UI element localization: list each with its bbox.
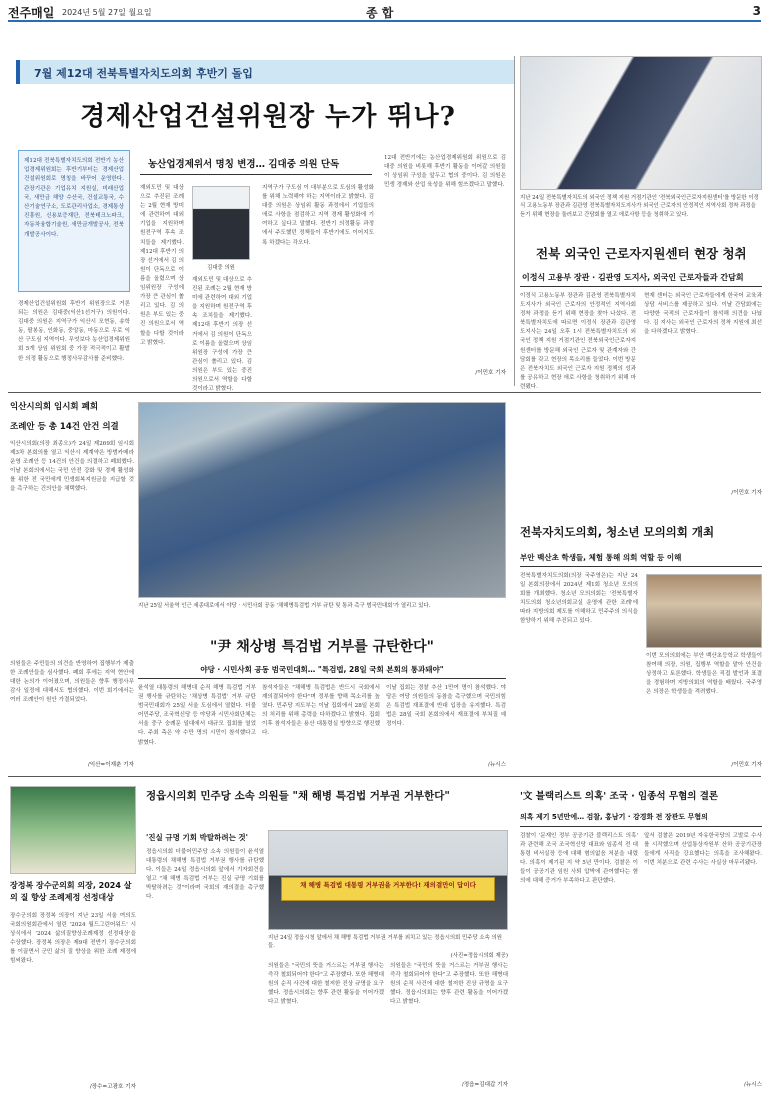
right-top-col2: 현재 센터는 외국인 근로자들에게 한국어 교육과 상담 서비스를 제공하고 있다. 이날 간담회에는 다양한 국적의 근로자들이 참석해 의견을 나눴다. 김 지사는 외국인 근로자의 정착 지원에 최선을 다하겠다고 밝혔다. (644, 293, 762, 336)
feature-kicker-bar (16, 60, 514, 84)
iksan-headline: 조례안 등 총 14건 안건 의결 (10, 422, 119, 432)
feature-subhead: 농산업경제위서 명칭 변경… 김대중 의원 단독 (148, 159, 340, 170)
jeongeup-byline: /정읍=김대갑 기자 (461, 1082, 508, 1088)
blacklist-col1: 검찰이 '문재인 정부 공공기관 블랙리스트 의혹' 과 관련해 조국 조국혁신당 대표와 임종석 전 대통령 비서실장 등에 대해 혐의없음 처분을 내렸다. 의혹이 제기된 지 약 5년 만이다. 검찰은 이들이 공공기관 임원 사퇴 압박에 관여했다는 혐의에 대해 증거가 부족하다고 판단했다. (520, 833, 638, 885)
rally-caption: 지난 25일 서울역 인근 세종대로에서 야당 · 시민사회 공동 '채해병특검법 거부 규탄 및 통과 촉구 범국민대회'가 열리고 있다. (138, 603, 431, 609)
feature-byline: /이민호 기자 (475, 370, 506, 376)
feature-col1: 경제산업건설위원회 후반기 위원장으로 거론되는 의원은 김대중(익산1선거구) 의원이다. 김대중 의원은 지역구가 익산시 모현동, 송학동, 팔봉동, 인화동, 중앙동, 마동으로 우로 익산 구도심 지역이다. 무엇보다 농산업경제위원회 5개 상임 위원회 중 가장 적극적이고 활발한 의정 활동으로 행정사무감사를 준비했다. (18, 301, 130, 362)
youth-sub: 부안 백산초 학생들, 체험 통해 의회 역할 등 이해 (520, 553, 682, 562)
newspaper-logo: 전주매일 (8, 6, 55, 20)
masthead (8, 4, 761, 22)
youth-byline: /이민호 기자 (731, 762, 762, 768)
iksan-col: 익산시의회(의장 최종오)가 24일 제269회 임시회 제3차 본회의를 열고 익산시 제계약은 방범카메라 운영 조례안 등 14건의 안건을 의결하고 폐회했다. 이날 본회의에서는 국민 안전 강화 및 경제 활성화를 위한 전 국민에게 민생회복지원금을 지급할 것을 촉구하는 건의안을 채택했다. (10, 441, 134, 493)
portrait-photo (192, 186, 250, 260)
meeting-photo (520, 56, 762, 190)
jeongeup-col1: 정읍시의회 더불어민주당 소속 의원들이 윤석열 대통령의 채해병 특검법 거부권 행사를 규탄했다. 이들은 24일 정읍시의회 앞에서 기자회견을 열고 "채 해병 특검법 거부는 진실 규명 기회를 박탈하려는 것"이라며 국회의 재의결을 촉구했다. (146, 849, 264, 901)
jeongeup-photo-credit: (사진=정읍시의회 제공) (450, 953, 508, 959)
blacklist-byline: /뉴시스 (743, 1082, 762, 1088)
youth-col1: 전북특별자치도의회(의장 국주영은)는 지난 24일 본회의장에서 2024년 제1회 청소년 모의의회를 개최했다. 청소년 모의의회는 '전북특별자치도의회 청소년의회교실 운영에 관한 조례'에 따라 지방의회 제도를 이해하고 민주주의 의식을 함양하기 위해 추진되고 있다. (520, 573, 638, 625)
youth-col2: 이번 모의의회에는 부안 백산초등학교 학생들이 참여해 의장, 의원, 집행부 역할을 맡아 안건을 상정하고 토론했다. 학생들은 직접 발언과 표결을 경험하며 지방의회의 역할을 배웠다. 국주영은 의장은 학생들을 격려했다. (646, 653, 762, 696)
blacklist-col2: 앞서 검찰은 2019년 자유한국당의 고발로 수사를 시작했으며 산업통상자원부 산하 공공기관장들에게 사직을 강요했다는 의혹을 조사해왔다. 이번 처분으로 관련 수사는 사실상 마무리됐다. (644, 833, 762, 867)
issue-date: 2024년 5월 27일 월요일 (62, 8, 152, 17)
rally-photo (138, 402, 506, 598)
blacklist-headline: '文 블랙리스트 의혹' 조국 · 임종석 무혐의 결론 (520, 791, 719, 802)
jeongeup-col3: 의원들은 "국민의 뜻을 거스르는 거부권 행사는 즉각 철회되어야 한다"고 주장했다. 또한 해병대원의 순직 사건에 대한 철저한 진상 규명을 요구했다. 정읍시의회는 향후 관련 활동을 이어가겠다고 밝혔다. (390, 963, 508, 1006)
jeongeup-subhead: '진실 규명 기회 박탈하려는 것' (146, 833, 248, 842)
feature-col4: 12대 전반기에는 농산업경제위원회 위원으로 김대중 의원을 비롯해 후반기 활동을 이어갈 의원들이 상임위 구성을 앞두고 협의 중이다. 김 의원은 민생 경제와 산업 육성을 위해 힘쓰겠다고 말했다. (384, 155, 506, 189)
info-box-text: 제12대 전북특별자치도의회 전반기 농산업경제위원회는 후반기부터는 경제산업건설위원회로 명칭을 바꾸어 운영한다. 관장기관은 기업유치 지원실, 미래산업국, 새만금 해양 수산국, 건설교통국, 수산기술연구소, 도로관리사업소, 경제통상진흥원, 신용보증재단, 전북테크노파크, 자동차융합기술원, 새만금개발공사, 전북개발공사이다. (24, 158, 124, 238)
right-top-headline: 전북 외국인 근로자지원센터 현장 청취 (536, 246, 747, 261)
rally-headline: "尹 채상병 특검법 거부를 규탄한다" (210, 639, 434, 655)
portrait-caption: 김대중 의원 (207, 265, 235, 271)
protest-banner: 채 해병 특검법 대통령 거부권을 거부한다! 재의결만이 답이다 (281, 877, 495, 901)
youth-photo (646, 574, 762, 648)
rally-byline: /뉴시스 (487, 762, 506, 768)
feature-col2b: 재외도민 및 대상으로 추진된 조례는 2월 현재 방미에 관련하여 대외 기업을 지원하며 원전구역 후속 조치들을 제기했다. 제12대 후반기 의장 선거에서 김 의원이 단독으로 이름을 올렸으며 상임위원장 구성에 가장 큰 관심이 쏠리고 있다. 김 의원은 부도 있는 중진 의원으로서 역할을 다할 것이라고 밝혔다. (192, 277, 252, 393)
feature-kicker: 7월 제12대 전북특별자치도의회 후반기 돌입 (34, 67, 253, 80)
jeongeup-col2: 의원들은 "국민의 뜻을 거스르는 거부권 행사는 즉각 철회되어야 한다"고 주장했다. 또한 해병대원의 순직 사건에 대한 철저한 진상 규명을 요구했다. 정읍시의회는 향후 관련 활동을 이어가겠다고 밝혔다. (268, 963, 384, 1006)
iksan-col2: 의원들은 주민들의 의견을 반영하여 집행부가 제출한 조례안들을 심사했다. 폐회 후에는 지역 현안에 대한 논의가 이어졌으며, 의원들은 향후 행정사무감사 일정에 대해서도 협의했다. 이번 회기에서는 여러 조례안이 원안 가결되었다. (10, 661, 134, 704)
rally-sub: 야당 · 시민사회 공동 범국민대회… "특검법, 28일 국회 본회의 통과돼야" (200, 665, 444, 674)
jeongeup-photo (268, 830, 508, 930)
right-top-byline: /이민호 기자 (731, 490, 762, 496)
info-box (18, 150, 130, 292)
jangsu-photo (10, 786, 136, 874)
jangsu-headline: 장정복 장수군의회 의장, 2024 살의 질 향상 조례제정 선정대상 (10, 881, 132, 902)
meeting-caption: 지난 24일 전북특별자치도의 외국인 정책 지원 거점기관인 '전북외국인근로자지원센터'를 방문한 이정식 고용노동부 장관과 김관영 전북특별자치도지사가 외국인 근로자의 안정적인 지역사회 정착 과정을 듣기 위해 현장을 둘러보고 간담회를 열고 애로사항 등을 청취하고 있다. (520, 195, 759, 218)
section-name: 종 합 (366, 6, 394, 20)
page-number: 3 (752, 4, 761, 18)
right-top-col1: 이정식 고용노동부 장관과 김관영 전북특별자치도지사가 외국인 근로자의 안정적인 지역사회 정착 과정을 듣기 위해 현장을 찾아 나섰다. 전북특별자치도에 따르면 이정식 장관과 김관영 도지사는 24일 오후 1시 전북특별자치도의 외국인 정책 지원 거점기관인 전북외국인근로자지원센터를 방문해 외국인 근로자 및 관계자와 간담회를 갖고 현장의 목소리를 들었다. 이번 방문은 전북자치도 외국인 근로자 지원 정책의 성과를 공유하고 현장 애로 사항을 청취하기 위해 마련됐다. (520, 293, 636, 390)
rally-col3: 이날 집회는 경찰 추산 1만여 명이 참석했다. 야당은 여당 의원들의 동참을 촉구했으며 국민의힘은 특검법 재표결에 반대 입장을 유지했다. 특검법은 28일 국회 본회의에서 재표결에 부쳐질 예정이다. (386, 685, 506, 728)
iksan-byline: /익산=이재춘 기자 (87, 762, 134, 768)
youth-headline: 전북자치도의회, 청소년 모의의회 개최 (520, 525, 715, 539)
iksan-kicker: 익산시의회 임시회 폐회 (10, 402, 99, 412)
jangsu-byline: /장수=고광호 기자 (89, 1084, 136, 1090)
rally-col1: 윤석열 대통령의 해병대 순직 해병 특검법 거부권 행사를 규탄하는 '채상병 특검법' 거부 규탄 범국민대회가 25일 서울 도심에서 열렸다. 더불어민주당, 조국혁신당 등 야당과 시민사회단체는 서울 중구 숭례문 일대에서 대규모 집회를 열었다. 주최 측은 약 수만 명의 시민이 참석했다고 밝혔다. (138, 685, 256, 746)
jeongeup-caption: 지난 24일 정읍시청 앞에서 채 해병 특검법 거부권 거부를 외치고 있는 정읍시의회 민주당 소속 의원들. (268, 935, 502, 950)
blacklist-sub: 의혹 제기 5년만에… 검찰, 홍남기 · 강경화 전 장관도 무혐의 (520, 813, 708, 821)
feature-col2: 재외도민 및 대상으로 추진된 조례는 2월 현재 방미에 관련하여 대외 기업을 지원하며 원전구역 후속 조치들을 제기했다. 제12대 후반기 의장 선거에서 김 의원이 단독으로 이름을 올렸으며 상임위원장 구성에 가장 큰 관심이 쏠리고 있다. 김 의원은 부도 있는 중진 의원으로서 역할을 다할 것이라고 밝혔다. (140, 185, 184, 346)
right-top-sub: 이정식 고용부 장관 · 김관영 도지사, 외국인 근로자들과 간담회 (522, 273, 744, 282)
feature-headline: 경제산업건설위원장 누가 뛰나? (80, 102, 456, 132)
jangsu-col: 장수군의회 장정복 의장이 지난 23일 서울 여의도 국회의원회관에서 열린 '2024 월드그린어워드' 시상식에서 '2024 삶의질향상조례제정 선정대상'을 수상했다. 장정복 의장은 제9대 전반기 장수군의회를 이끌면서 군민 삶의 질 향상을 위한 조례 제정에 힘써왔다. (10, 913, 136, 965)
jeongeup-headline: 정읍시의회 민주당 소속 의원들 "채 해병 특검법 거부권 거부한다" (146, 790, 450, 802)
rally-col2: 참석자들은 "채해병 특검법은 반드시 국회에서 재의결되어야 한다"며 정부를 향해 목소리를 높였다. 민주당 지도부는 이날 집회에서 28일 본회의 처리를 위해 총력을 다하겠다고 밝혔다. 집회 이후 참석자들은 용산 대통령실 방향으로 행진했다. (262, 685, 380, 737)
feature-col3: 지역구가 구도심 이 대부분으로 도심의 활성화를 위해 노력해야 하는 지역이라고 밝혔다. 김대중 의원은 상임위 활동 과정에서 기업들의 애로 사항을 점검하고 지역 경제 활성화에 기여하고 싶다고 말했다. 전반기 의정활동 과정에서 주도했던 정책들이 후반기에도 이어지도록 하겠다는 각오다. (262, 185, 374, 246)
